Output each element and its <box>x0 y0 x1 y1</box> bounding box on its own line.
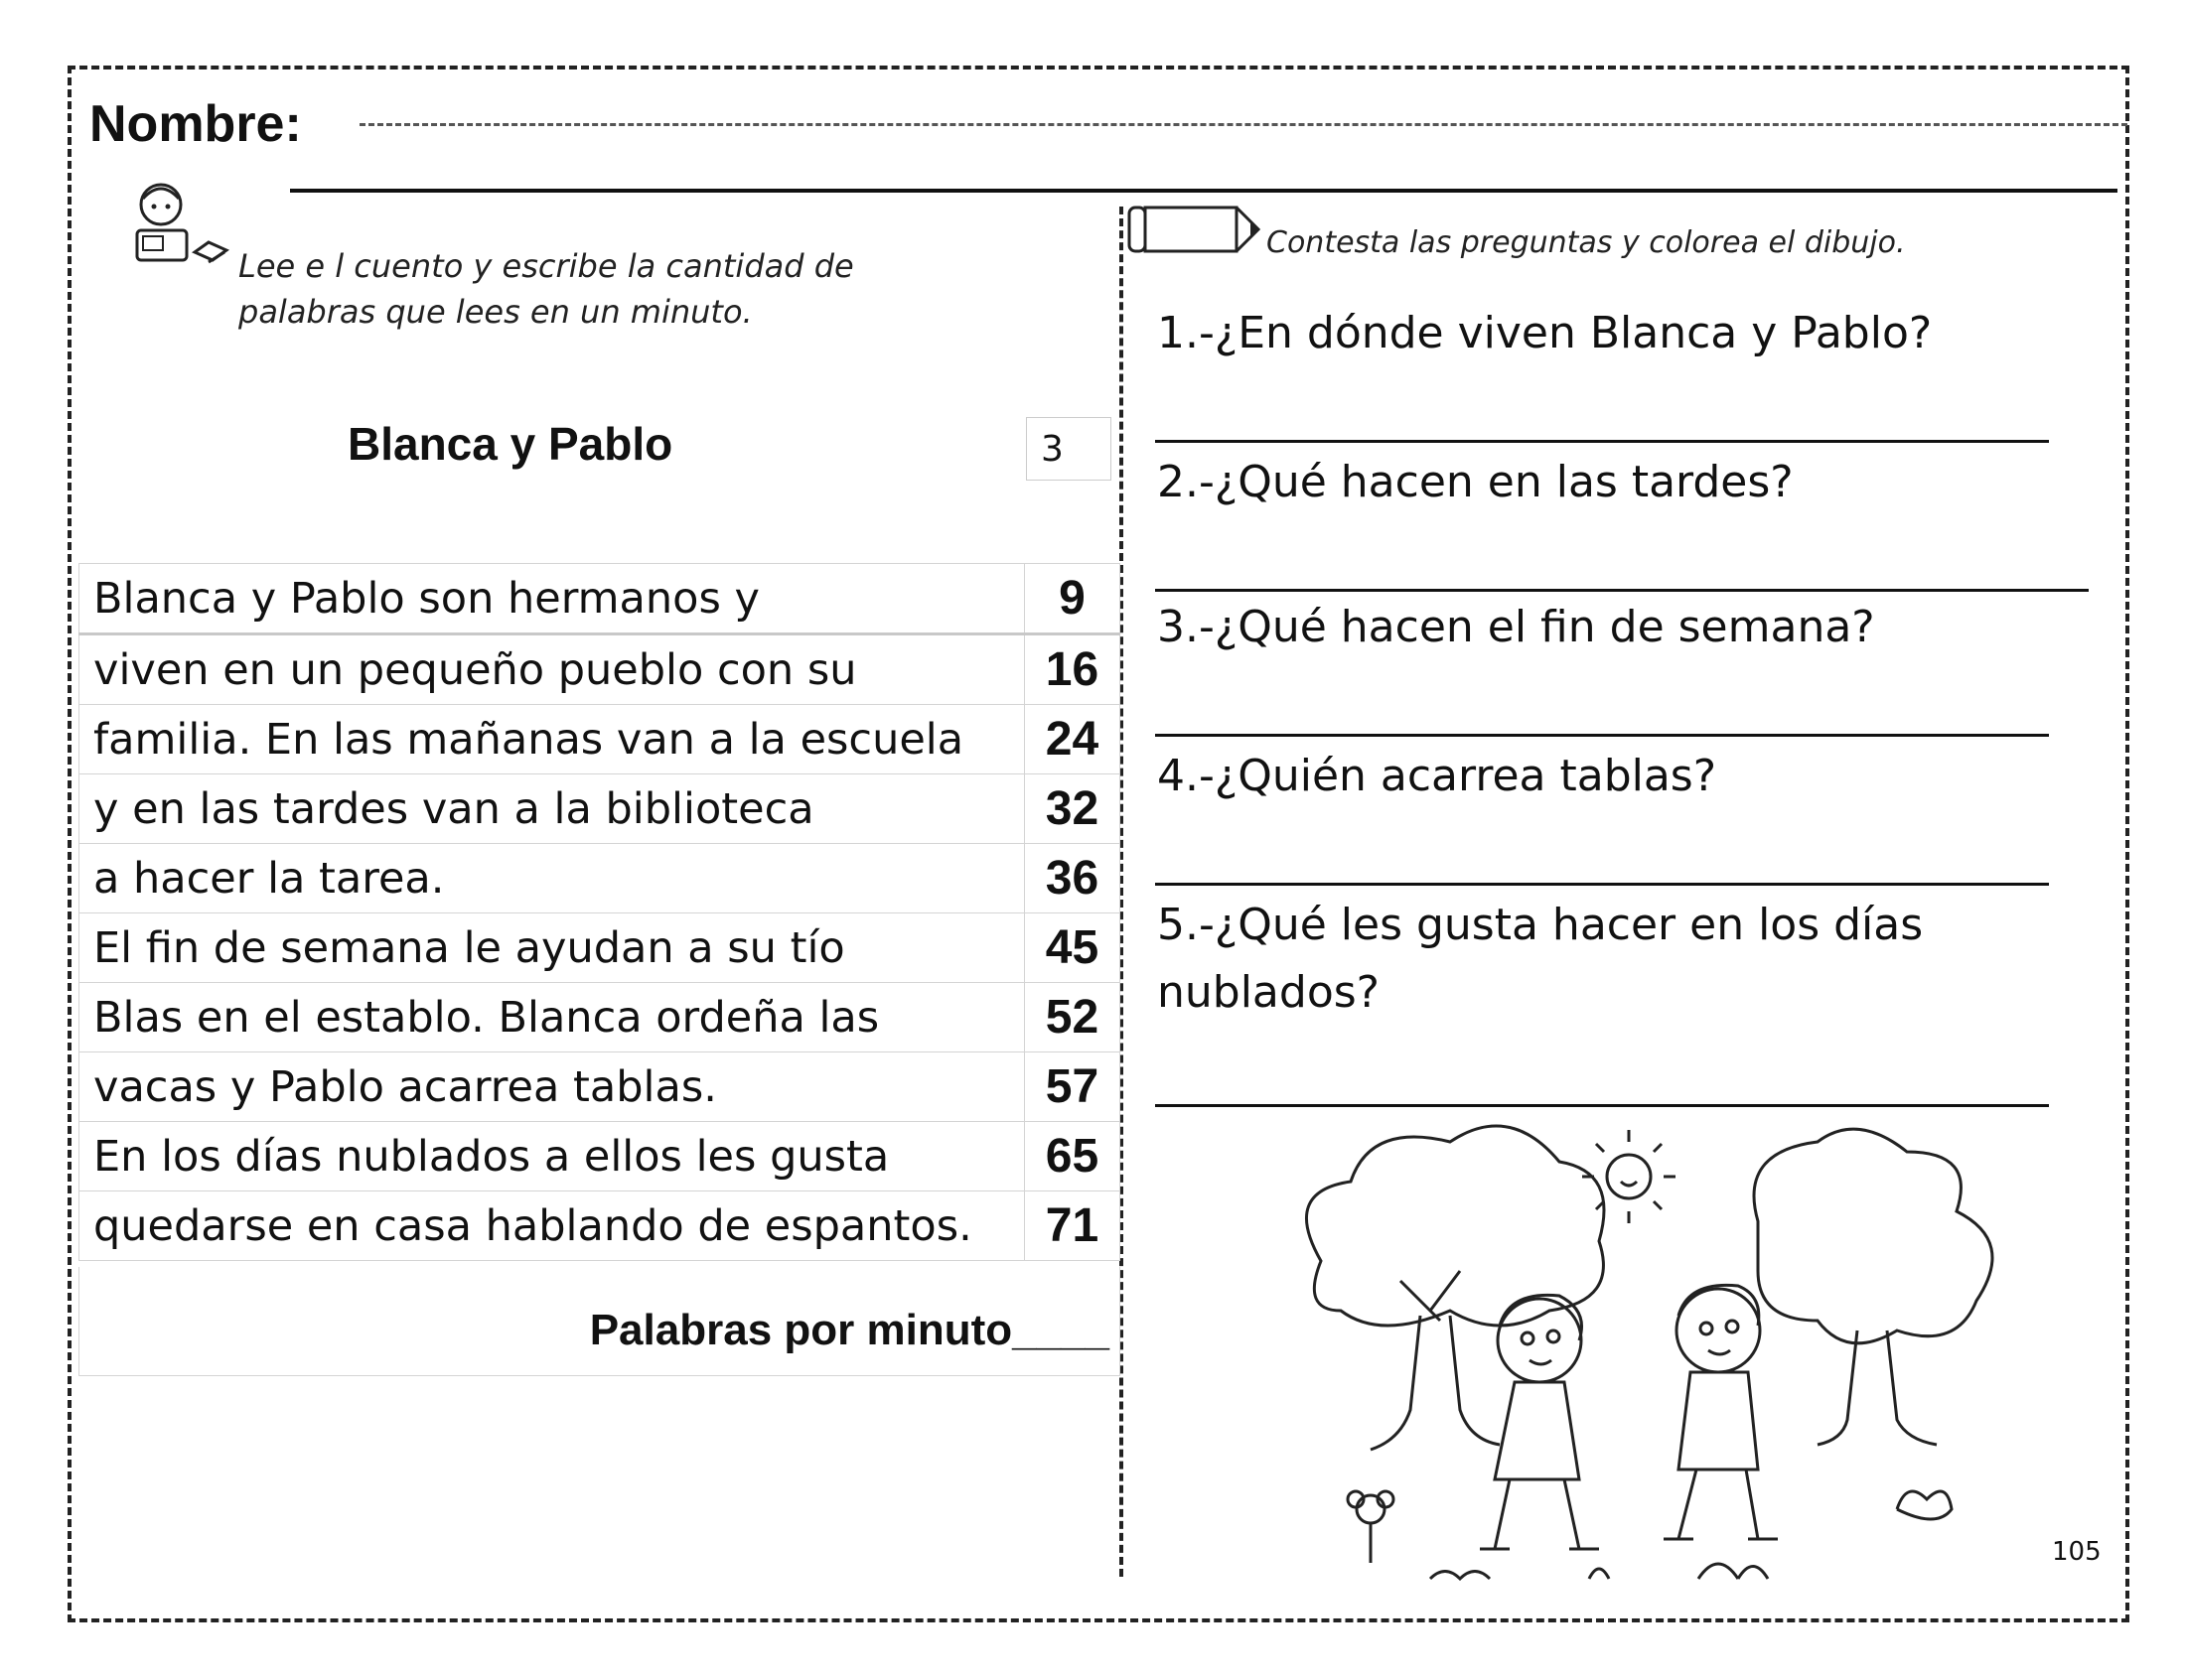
story-line: familia. En las mañanas van a la escuela <box>79 705 1025 774</box>
table-row <box>79 913 1120 983</box>
coloring-picture-children-walking[interactable] <box>1261 1112 2046 1609</box>
answer-line-2[interactable] <box>1155 589 2089 592</box>
pencil-icon <box>1125 204 1264 255</box>
table-row <box>79 634 1120 705</box>
cumulative-word-count: 32 <box>1025 774 1120 844</box>
story-line: vacas y Pablo acarrea tablas. <box>79 1052 1025 1122</box>
cumulative-word-count: 71 <box>1025 1191 1120 1261</box>
cumulative-word-count: 52 <box>1025 983 1120 1052</box>
story-title: Blanca y Pablo <box>348 418 673 470</box>
reading-table <box>78 563 1120 1261</box>
questions-instruction: Contesta las preguntas y colorea el dibujo. <box>1266 225 1906 260</box>
story-line: viven en un pequeño pueblo con su <box>79 634 1025 705</box>
title-word-count: 3 <box>1026 417 1111 481</box>
name-underline <box>290 189 2117 193</box>
cumulative-word-count: 24 <box>1025 705 1120 774</box>
answer-line-5[interactable] <box>1155 1104 2049 1107</box>
reading-instruction <box>119 243 993 335</box>
question-3: 3.-¿Qué hacen el fin de semana? <box>1157 602 1875 652</box>
cumulative-word-count: 45 <box>1025 913 1120 983</box>
words-per-minute-label[interactable]: Palabras por minuto____ <box>589 1306 1109 1354</box>
question-1: 1.-¿En dónde viven Blanca y Pablo? <box>1157 308 1933 358</box>
question-2: 2.-¿Qué hacen en las tardes? <box>1157 457 1794 507</box>
story-line: El fin de semana le ayudan a su tío <box>79 913 1025 983</box>
story-line: a hacer la tarea. <box>79 844 1025 913</box>
story-line: En los días nublados a ellos les gusta <box>79 1122 1025 1191</box>
table-row <box>79 1191 1120 1261</box>
cumulative-word-count: 57 <box>1025 1052 1120 1122</box>
table-row <box>79 983 1120 1052</box>
story-line: Blanca y Pablo son hermanos y <box>79 564 1025 634</box>
story-line: y en las tardes van a la biblioteca <box>79 774 1025 844</box>
table-row <box>79 705 1120 774</box>
question-4: 4.-¿Quién acarrea tablas? <box>1157 751 1717 801</box>
name-row <box>89 94 302 154</box>
cumulative-word-count: 9 <box>1025 564 1120 634</box>
page-number: 105 <box>2052 1537 2102 1567</box>
cumulative-word-count: 16 <box>1025 634 1120 705</box>
table-row <box>79 1052 1120 1122</box>
cumulative-word-count: 65 <box>1025 1122 1120 1191</box>
name-writing-line[interactable] <box>360 123 2127 126</box>
table-row <box>79 844 1120 913</box>
words-per-minute-box <box>78 1267 1120 1376</box>
reading-instruction-text: Lee e l cuento y escribe la cantidad de palabras que lees en un minuto. <box>238 247 854 331</box>
story-line: Blas en el establo. Blanca ordeña las <box>79 983 1025 1052</box>
question-5: 5.-¿Qué les gusta hacer en los días nublados? <box>1157 900 1924 1018</box>
cumulative-word-count: 36 <box>1025 844 1120 913</box>
name-label: Nombre: <box>89 95 302 153</box>
answer-line-3[interactable] <box>1155 734 2049 737</box>
table-row <box>79 564 1120 634</box>
answer-line-4[interactable] <box>1155 883 2049 886</box>
table-row <box>79 774 1120 844</box>
answer-line-1[interactable] <box>1155 440 2049 443</box>
story-line: quedarse en casa hablando de espantos. <box>79 1191 1025 1261</box>
table-row <box>79 1122 1120 1191</box>
